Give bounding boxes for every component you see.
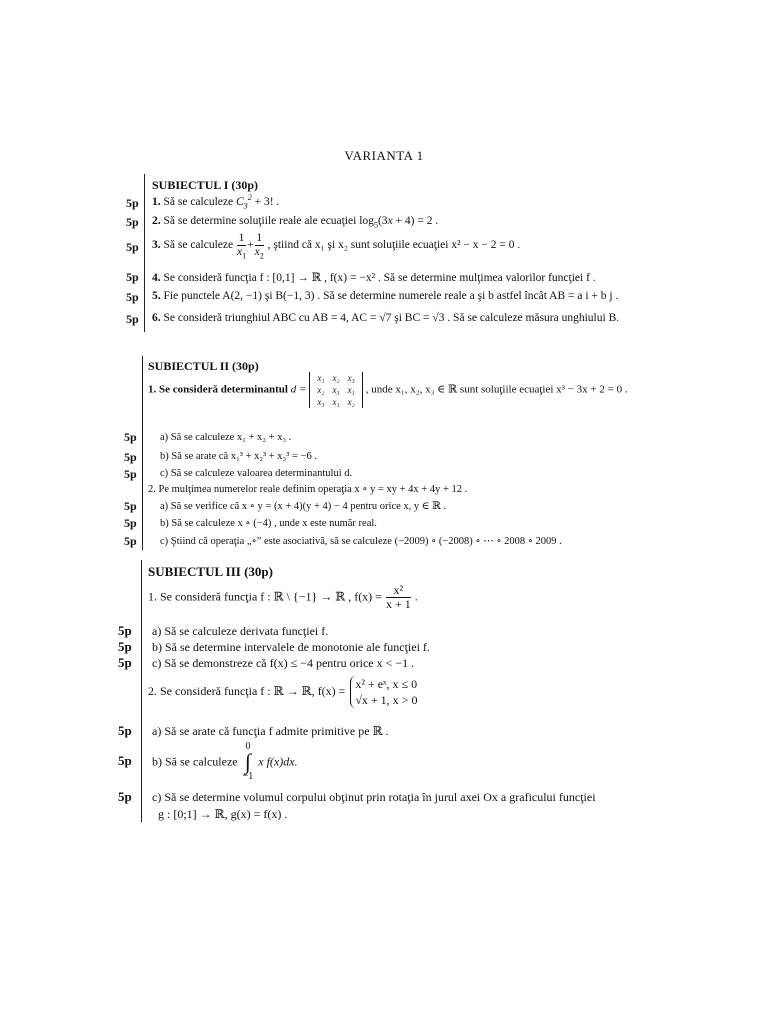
det-cell: x₁ — [332, 397, 340, 407]
item-text: Să se determine soluţiile reale ale ecuaţiei — [163, 215, 360, 227]
integrand: x f(x)dx. — [258, 754, 298, 769]
section-3-rule — [141, 560, 142, 822]
piecewise-brace — [350, 676, 417, 708]
det-cell: x₃ — [317, 397, 325, 407]
det-symbol: d = — [290, 383, 307, 396]
piecewise-case: √x + 1, x > 0 — [355, 693, 418, 708]
item-text: Fie punctele A(2, −1) şi B(−1, 3) . Să se determine numerele reale a şi b astfel încât AB = a i + b j . — [163, 290, 619, 302]
piecewise-case: x² + eˣ, x ≤ 0 — [355, 677, 418, 691]
item-text-end: + 3! . — [251, 196, 280, 208]
s3-item-2c-line2: g : [0;1] → ℝ, g(x) = f(x) . — [158, 807, 288, 821]
points-label: 5p — [118, 655, 132, 670]
item-text: Se consideră funcţia f : [0,1] → ℝ , f(x) = −x² . Să se determine mulţimea valorilor funcţiei f . — [163, 272, 596, 284]
det-cell: x₁ — [347, 385, 355, 395]
item-text: Se consideră triunghiul ABC cu AB = 4, AC = √7 şi BC = √3 . Să se calculeze măsura unghiului B. — [163, 312, 620, 324]
points-label: 5p — [124, 467, 137, 481]
points-label: 5p — [124, 499, 137, 513]
s2-item-2: 2. Pe mulţimea numerelor reale definim operaţia x ∘ y = xy + 4x + 4y + 12 . — [148, 484, 468, 495]
det-cell: x₂ — [347, 397, 355, 407]
s3-item-1a: a) Să se calculeze derivata funcţiei f. — [152, 624, 329, 638]
fraction: $\frac{1}{x_1}$ — [236, 232, 247, 260]
section-1-heading: SUBIECTUL I (30p) — [152, 178, 259, 192]
s2-item-2c: c) Ştiind că operaţia „∘” este asociativă, să se calculeze (−2009) ∘ (−2008) ∘ ⋯ ∘ 2008 ∘ 2009 . — [160, 536, 562, 547]
points-label: 5p — [118, 639, 132, 654]
fraction: $\frac{1}{x_2}$ — [254, 232, 264, 260]
item-number: 3. — [152, 238, 161, 251]
page-title: VARIANTA 1 — [344, 148, 424, 163]
log-formula: $\log_5(3x + 4)$ — [359, 215, 415, 230]
item-text: Să se calculeze — [163, 196, 236, 208]
s1-item-1 — [152, 193, 280, 211]
s1-item-5 — [152, 290, 618, 302]
determinant-matrix — [309, 372, 362, 408]
item-text-end: = 2 . — [414, 215, 439, 227]
s3-item-1b: b) Să se determine intervalele de monotonie ale funcţiei f. — [152, 640, 430, 654]
points-label: 5p — [118, 753, 132, 768]
s2-item-2a: a) Să se verifice că x ∘ y = (x + 4)(y + 4) − 4 pentru orice x, y ∈ ℝ . — [160, 501, 447, 512]
points-label: 5p — [126, 196, 139, 210]
points-label: 5p — [126, 270, 139, 284]
section-2-heading: SUBIECTUL II (30p) — [148, 359, 259, 373]
s1-item-6 — [152, 312, 619, 324]
s3-intro-2 — [148, 676, 417, 708]
points-label: 5p — [124, 534, 137, 548]
points-label: 5p — [124, 516, 137, 530]
item-text-end: , ştiind că x₁ şi x₂ sunt soluţiile ecuaţiei x² − x − 2 = 0 . — [264, 238, 521, 251]
item-text: b) Să se calculeze — [152, 754, 238, 769]
points-label: 5p — [118, 623, 132, 638]
points-label: 5p — [126, 240, 139, 254]
s2-item-2b: b) Să se calculeze x ∘ (−4) , unde x este număr real. — [160, 518, 377, 529]
combination-formula: $C_3^2$ — [235, 193, 252, 211]
s3-item-2a: a) Să se arate că funcţia f admite primitive pe ℝ . — [152, 724, 389, 738]
points-label: 5p — [124, 430, 137, 444]
s1-item-3: 3. Să se calculeze $\frac{1}{x_1}$ + $\frac{1}{x_2}$ , ştiind că x₁ şi x₂ sunt soluţiile ecuaţiei x² − x − 2 = 0 . — [152, 232, 521, 260]
section-1-rule — [144, 174, 145, 332]
s2-item-1a: a) Să se calculeze x₁ + x₂ + x₃ . — [160, 432, 292, 443]
section-3-heading: SUBIECTUL III (30p) — [148, 564, 273, 579]
s2-item-1c: c) Să se calculeze valoarea determinantului d. — [160, 468, 353, 479]
s3-item-2b — [152, 742, 298, 782]
det-cell: x₂ — [317, 385, 325, 395]
points-label: 5p — [126, 215, 139, 229]
s2-intro — [148, 372, 628, 408]
item-text: Să se calculeze — [163, 238, 236, 251]
points-label: 5p — [126, 312, 139, 326]
s1-item-4 — [152, 270, 596, 284]
fraction: $\frac{\text{x²}}{x + 1}$ — [385, 583, 411, 612]
s1-item-2 — [152, 215, 439, 230]
item-number: 5. — [152, 290, 161, 302]
points-label: 5p — [124, 450, 137, 464]
integral-sign: 0 ∫ −1 — [242, 741, 254, 782]
function-definition: 2. Se consideră funcţia f : ℝ → ℝ, f(x) = — [148, 683, 346, 698]
det-cell: x₁ — [317, 373, 325, 383]
section-2-rule — [142, 356, 143, 550]
function-definition: 1. Se consideră funcţia f : ℝ \ {−1} → ℝ , f(x) = — [148, 589, 382, 604]
item-number: 4. — [152, 272, 161, 284]
item-number: 6. — [152, 312, 161, 324]
intro-text-end: , unde x₁, x₂, x₃ ∈ ℝ sunt soluţiile ecuaţiei x³ − 3x + 2 = 0 . — [365, 383, 628, 396]
det-cell: x₃ — [332, 385, 340, 395]
s3-item-2c-line1: c) Să se determine volumul corpului obţinut prin rotaţia în jurul axei Ox a graficului funcţiei — [152, 790, 596, 804]
s3-item-1c: c) Să se demonstreze că f(x) ≤ −4 pentru orice x < −1 . — [152, 656, 415, 670]
s3-intro-1: 1. Se consideră funcţia f : ℝ \ {−1} → ℝ , f(x) = $\frac{\text{x²}}{x + 1}$ . — [148, 583, 418, 612]
det-cell: x₂ — [332, 373, 340, 383]
item-number: 2. — [152, 215, 161, 227]
points-label: 5p — [118, 723, 132, 738]
s2-item-1b: b) Să se arate că x₁³ + x₂³ + x₃³ = −6 . — [160, 451, 317, 462]
item-number: 1. — [152, 196, 161, 208]
intro-text: 1. Se consideră determinantul — [148, 383, 291, 396]
det-cell: x₃ — [347, 373, 355, 383]
points-label: 5p — [118, 789, 132, 804]
points-label: 5p — [126, 290, 139, 304]
